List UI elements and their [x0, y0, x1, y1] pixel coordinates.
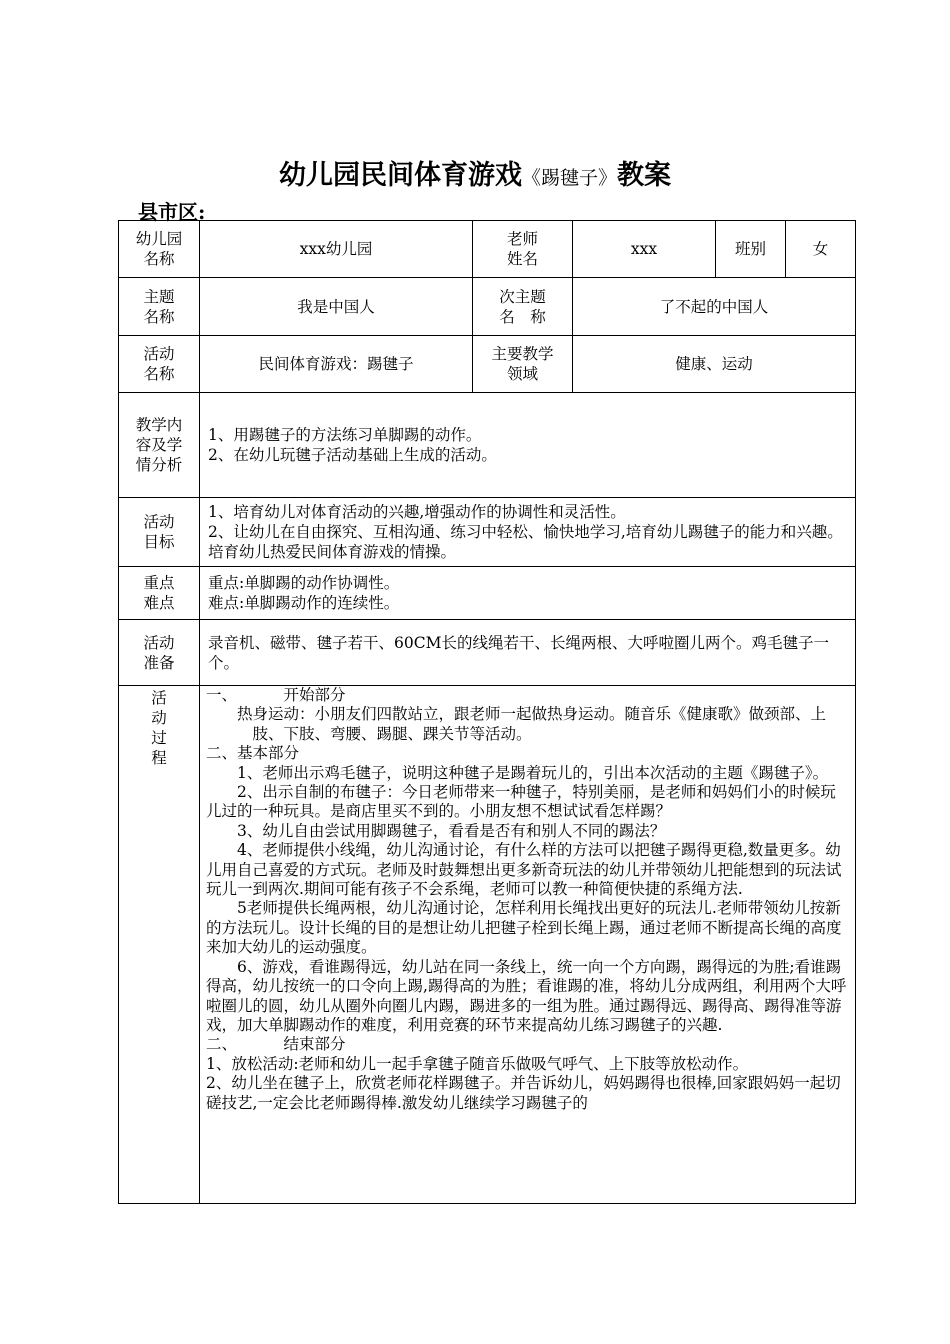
subtheme-label: 次主题 名 称	[473, 278, 573, 336]
goal-line-2: 2、让幼儿在自由探究、互相沟通、练习中轻松、愉快地学习,培育幼儿踢毽子的能力和兴趣。培育幼儿热爱民间体育游戏的情操。	[208, 523, 843, 561]
kindergarten-value: xxx幼儿园	[200, 221, 473, 278]
class-value: 女	[786, 221, 856, 278]
key-label: 重点 难点	[119, 567, 200, 620]
key-line-2: 难点:单脚踢动作的连续性。	[208, 594, 400, 612]
row-theme	[119, 278, 856, 336]
goal-line-1: 1、培育幼儿对体育活动的兴趣,增强动作的协调性和灵活性。	[208, 503, 626, 521]
row-key-points	[119, 567, 856, 620]
class-label: 班别	[716, 221, 786, 278]
row-process	[119, 686, 856, 1204]
process-step-1: 1、老师出示鸡毛毽子，说明这种毽子是踢着玩儿的，引出本次活动的主题《踢毽子》。	[237, 763, 829, 782]
goal-value	[200, 498, 856, 567]
process-end-2: 2、幼儿坐在毽子上，欣赏老师花样踢毽子。并告诉幼儿，妈妈踢得也很棒,回家跟妈妈一起切磋技艺,一定会比老师踢得棒.激发幼儿继续学习踢毽子的	[206, 1074, 841, 1112]
activity-name-value: 民间体育游戏：踢毽子	[200, 336, 473, 393]
subtheme-value: 了不起的中国人	[573, 278, 856, 336]
process-value	[200, 686, 856, 1204]
process-label: 活 动 过 程	[119, 686, 200, 1204]
region-label: 县市区:	[138, 200, 206, 224]
process-step-6: 6、游戏，看谁踢得远，幼儿站在同一条线上，统一向一个方向踢，踢得远的为胜;看谁踢得高，幼儿按统一的口令向上踢,踢得高的为胜；看谁踢的准，将幼儿分成两组，利用两个大呼啦圈儿的圆，幼儿从圈外向圈儿内踢，踢进多的一组为胜。通过踢得远、踢得高、踢得准等游戏，加大单脚踢动作的难度，利用竞赛的环节来提高幼儿练习踢毽子的兴趣.	[206, 957, 847, 1034]
process-step-3: 3、幼儿自由尝试用脚踢毽子，看看是否有和别人不同的踢法？	[237, 821, 666, 840]
row-activity-name	[119, 336, 856, 393]
content-line-1: 1、用踢毽子的方法练习单脚踢的动作。	[208, 426, 482, 444]
goal-label: 活动 目标	[119, 498, 200, 567]
process-step-5: 5老师提供长绳两根，幼儿沟通讨论，怎样利用长绳找出更好的玩法儿.老师带领幼儿按新的方法玩儿。设计长绳的目的是想让幼儿把毽子栓到长绳上踢，通过老师不断提高长绳的高度来加大幼儿的运动强度。	[206, 899, 842, 957]
process-heading-end: 二、 结束部分	[206, 1035, 346, 1054]
row-preparation	[119, 620, 856, 686]
domain-value: 健康、运动	[573, 336, 856, 393]
title-book: 《踢毽子》	[521, 167, 617, 189]
teacher-label: 老师 姓名	[473, 221, 573, 278]
row-goal	[119, 498, 856, 567]
activity-name-label: 活动 名称	[119, 336, 200, 393]
key-value	[200, 567, 856, 620]
row-content	[119, 393, 856, 498]
process-warmup: 热身运动：小朋友们四散站立，跟老师一起做热身运动。随音乐《健康歌》做颈部、上肢、下肢、弯腰、踢腿、踝关节等活动。	[237, 705, 827, 743]
document-title	[0, 153, 950, 192]
content-line-2: 2、在幼儿玩毽子活动基础上生成的活动。	[208, 446, 497, 464]
row-kindergarten	[119, 221, 856, 278]
prep-label: 活动 准备	[119, 620, 200, 686]
kindergarten-label: 幼儿园 名称	[119, 221, 200, 278]
prep-value: 录音机、磁带、毽子若干、60CM长的线绳若干、长绳两根、大呼啦圈儿两个。鸡毛毽子一个。	[200, 620, 856, 686]
process-heading-start: 一、 开始部分	[206, 686, 346, 704]
title-suffix: 教案	[617, 160, 671, 191]
teacher-value: xxx	[573, 221, 716, 278]
domain-label: 主要教学 领域	[473, 336, 573, 393]
key-line-1: 重点:单脚踢的动作协调性。	[208, 574, 400, 592]
theme-value: 我是中国人	[200, 278, 473, 336]
process-heading-basic: 二、基本部分	[206, 744, 300, 763]
process-step-2: 2、出示自制的布毽子：今日老师带来一种毽子，特别美丽，是老师和妈妈们小的时候玩儿过的一种玩具。是商店里买不到的。小朋友想不想试试看怎样踢？	[206, 783, 836, 821]
process-end-1: 1、放松活动:老师和幼儿一起手拿毽子随音乐做吸气呼气、上下肢等放松动作。	[206, 1054, 749, 1073]
theme-label: 主题 名称	[119, 278, 200, 336]
content-value	[200, 393, 856, 498]
title-main: 幼儿园民间体育游戏	[278, 160, 522, 191]
lesson-plan-table	[118, 220, 856, 1204]
content-label: 教学内 容及学 情分析	[119, 393, 200, 498]
process-step-4: 4、老师提供小线绳，幼儿沟通讨论，有什么样的方法可以把毽子踢得更稳,数量更多。幼儿用自己喜爱的方式玩。老师及时鼓舞想出更多新奇玩法的幼儿并带领幼儿把能想到的玩法试玩儿一到两次.期间可能有孩子不会系绳，老师可以教一种简便快捷的系绳方法.	[206, 841, 842, 899]
